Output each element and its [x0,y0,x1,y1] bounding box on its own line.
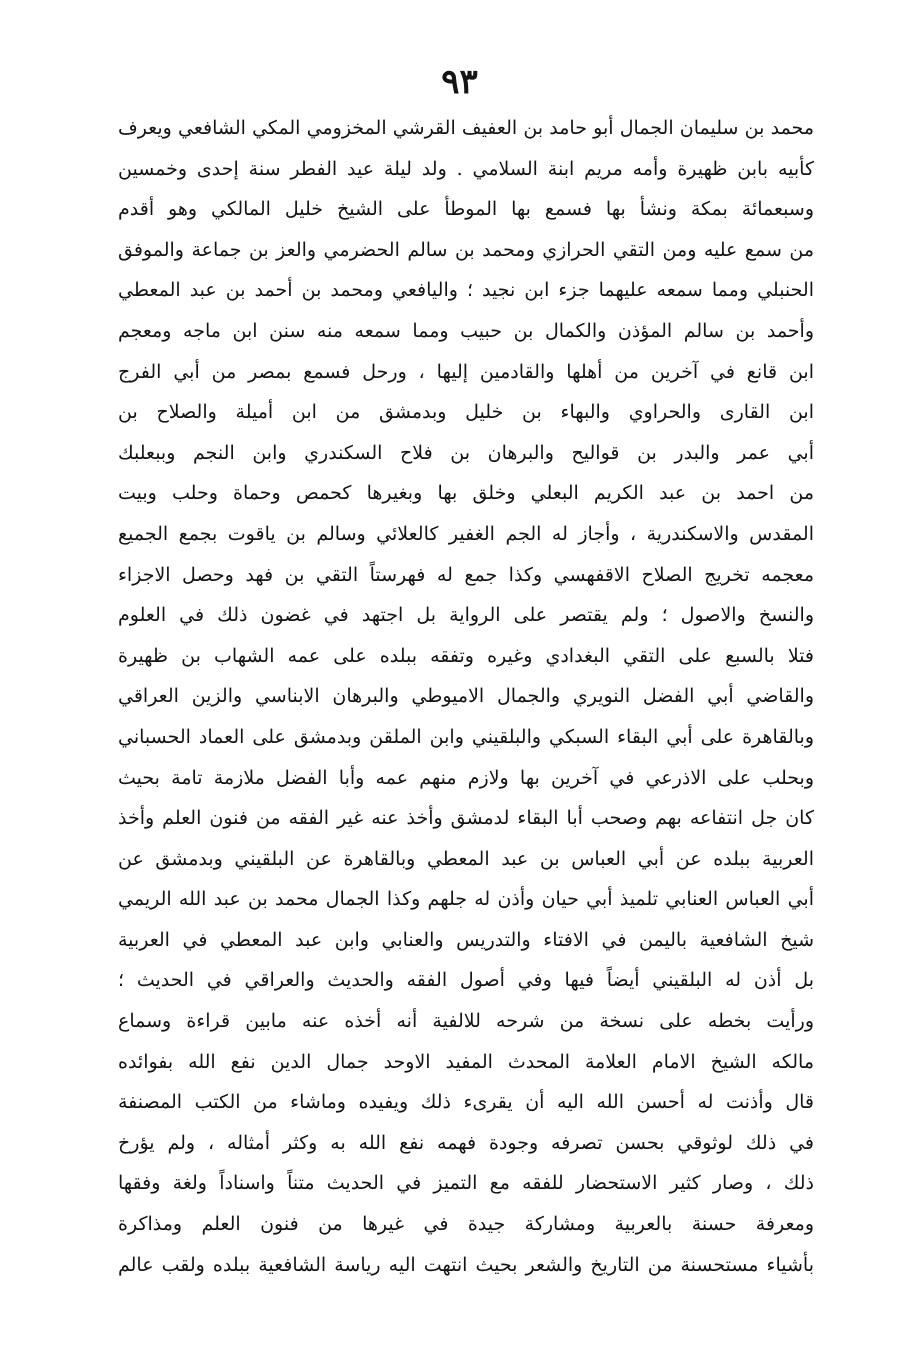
text-line: وبالقاهرة على أبي البقاء السبكي والبلقيني وابن الملقن وبدمشق على العماد الحسباني [118,725,814,748]
text-line: المقدس والاسكندرية ، وأجاز له الجم الغفير كالعلائي وسالم بن ياقوت بجمع الجميع [118,522,814,545]
text-line: الحنبلي ومما سمعه عليهما جزء ابن نجيد ؛ واليافعي ومحمد بن أحمد بن عبد المعطي [118,279,814,302]
text-line: أبي عمر والبدر بن قواليح والبرهان بن فلاح السكندري وابن النجم وببعلبك [118,441,814,464]
text-line: قال وأذنت له أحسن الله اليه أن يقرىء ذلك ويفيده وماشاء من الكتب المصنفة [118,1091,814,1114]
text-line: من احمد بن عبد الكريم البعلي وخلق بها وبغيرها كحمص وحماة وحلب وبيت [118,482,814,505]
text-line: والنسخ والاصول ؛ ولم يقتصر على الرواية بل اجتهد في غضون ذلك في العلوم [118,604,814,627]
text-line: وأحمد بن سالم المؤذن والكمال بن حبيب ومما سمعه منه سنن ابن ماجه ومعجم [118,319,814,342]
text-line: والقاضي أبي الفضل النويري والجمال الاميوطي والبرهان الابناسي والزين العراقي [118,685,814,708]
text-line: في ذلك لوثوقي بحسن تصرفه وجودة فهمه نفع الله به وكثر أمثاله ، ولم يؤرخ [118,1131,814,1154]
text-line: فتلا بالسبع على التقي البغدادي وغيره وتفقه ببلده على عمه الشهاب بن ظهيرة [118,644,814,667]
page-number: ٩٣ [441,62,478,102]
text-line: مالكه الشيخ الامام العلامة المحدث المفيد الاوحد جمال الدين نفع الله بفوائده [118,1050,814,1073]
text-line: من سمع عليه ومن التقي الحرازي ومحمد بن سالم الحضرمي والعز بن جماعة والموفق [118,238,814,261]
text-line: معجمه تخريج الصلاح الاقفهسي وكذا جمع له فهرستاً التقي بن فهد وحصل الاجزاء [118,563,814,586]
text-line: ومعرفة حسنة بالعربية ومشاركة جيدة في غيرها من فنون العلم ومذاكرة [118,1213,814,1236]
text-line: شيخ الشافعية باليمن في الافتاء والتدريس والعنابي وابن عبد المعطي في العربية [118,928,814,951]
text-line: بأشياء مستحسنة من التاريخ والشعر بحيث انتهت اليه رياسة الشافعية ببلده ولقب عالم [118,1253,814,1276]
text-line: وبحلب على الاذرعي في آخرين بها ولازم منهم عمه وأبا الفضل ملازمة تامة بحيث [118,766,814,789]
text-line: كأبيه بابن ظهيرة وأمه مريم ابنة السلامي . ولد ليلة عيد الفطر سنة إحدى وخمسين [118,157,814,180]
text-line: ابن قانع في آخرين من أهلها والقادمين إليها ، ورحل فسمع بمصر من أبي الفرج [118,360,814,383]
text-line: ذلك ، وصار كثير الاستحضار للفقه مع التميز في الحديث متناً واسناداً ولغة وفقها [118,1172,814,1195]
text-line: أبي العباس العنابي تلميذ أبي حيان وأذن له جلهم وكذا الجمال محمد بن عبد الله الريمي [118,888,814,911]
text-line: بل أذن له البلقيني أيضاً فيها وفي أصول الفقه والحديث والعراقي في الحديث ؛ [118,969,814,992]
text-line: كان جل انتفاعه بهم وصحب أبا البقاء لدمشق وأخذ عنه غير الفقه من فنون العلم وأخذ [118,807,814,830]
text-line: محمد بن سليمان الجمال أبو حامد بن العفيف القرشي المخزومي المكي الشافعي ويعرف [118,117,814,139]
text-line: ورأيت بخطه على نسخة من شرحه للالفية أنه أخذه عنه مابين قراءة وسماع [118,1010,814,1033]
text-body [118,108,814,1285]
text-line: وسبعمائة بمكة ونشأ بها فسمع بها الموطأ على الشيخ خليل المالكي وهو أقدم [118,198,814,221]
text-line: ابن القارى والحراوي والبهاء بن خليل وبدمشق من ابن أميلة والصلاح بن [118,401,814,424]
text-line: العربية ببلده عن أبي العباس بن عبد المعطي وبالقاهرة عن البلقيني وبدمشق عن [118,847,814,870]
